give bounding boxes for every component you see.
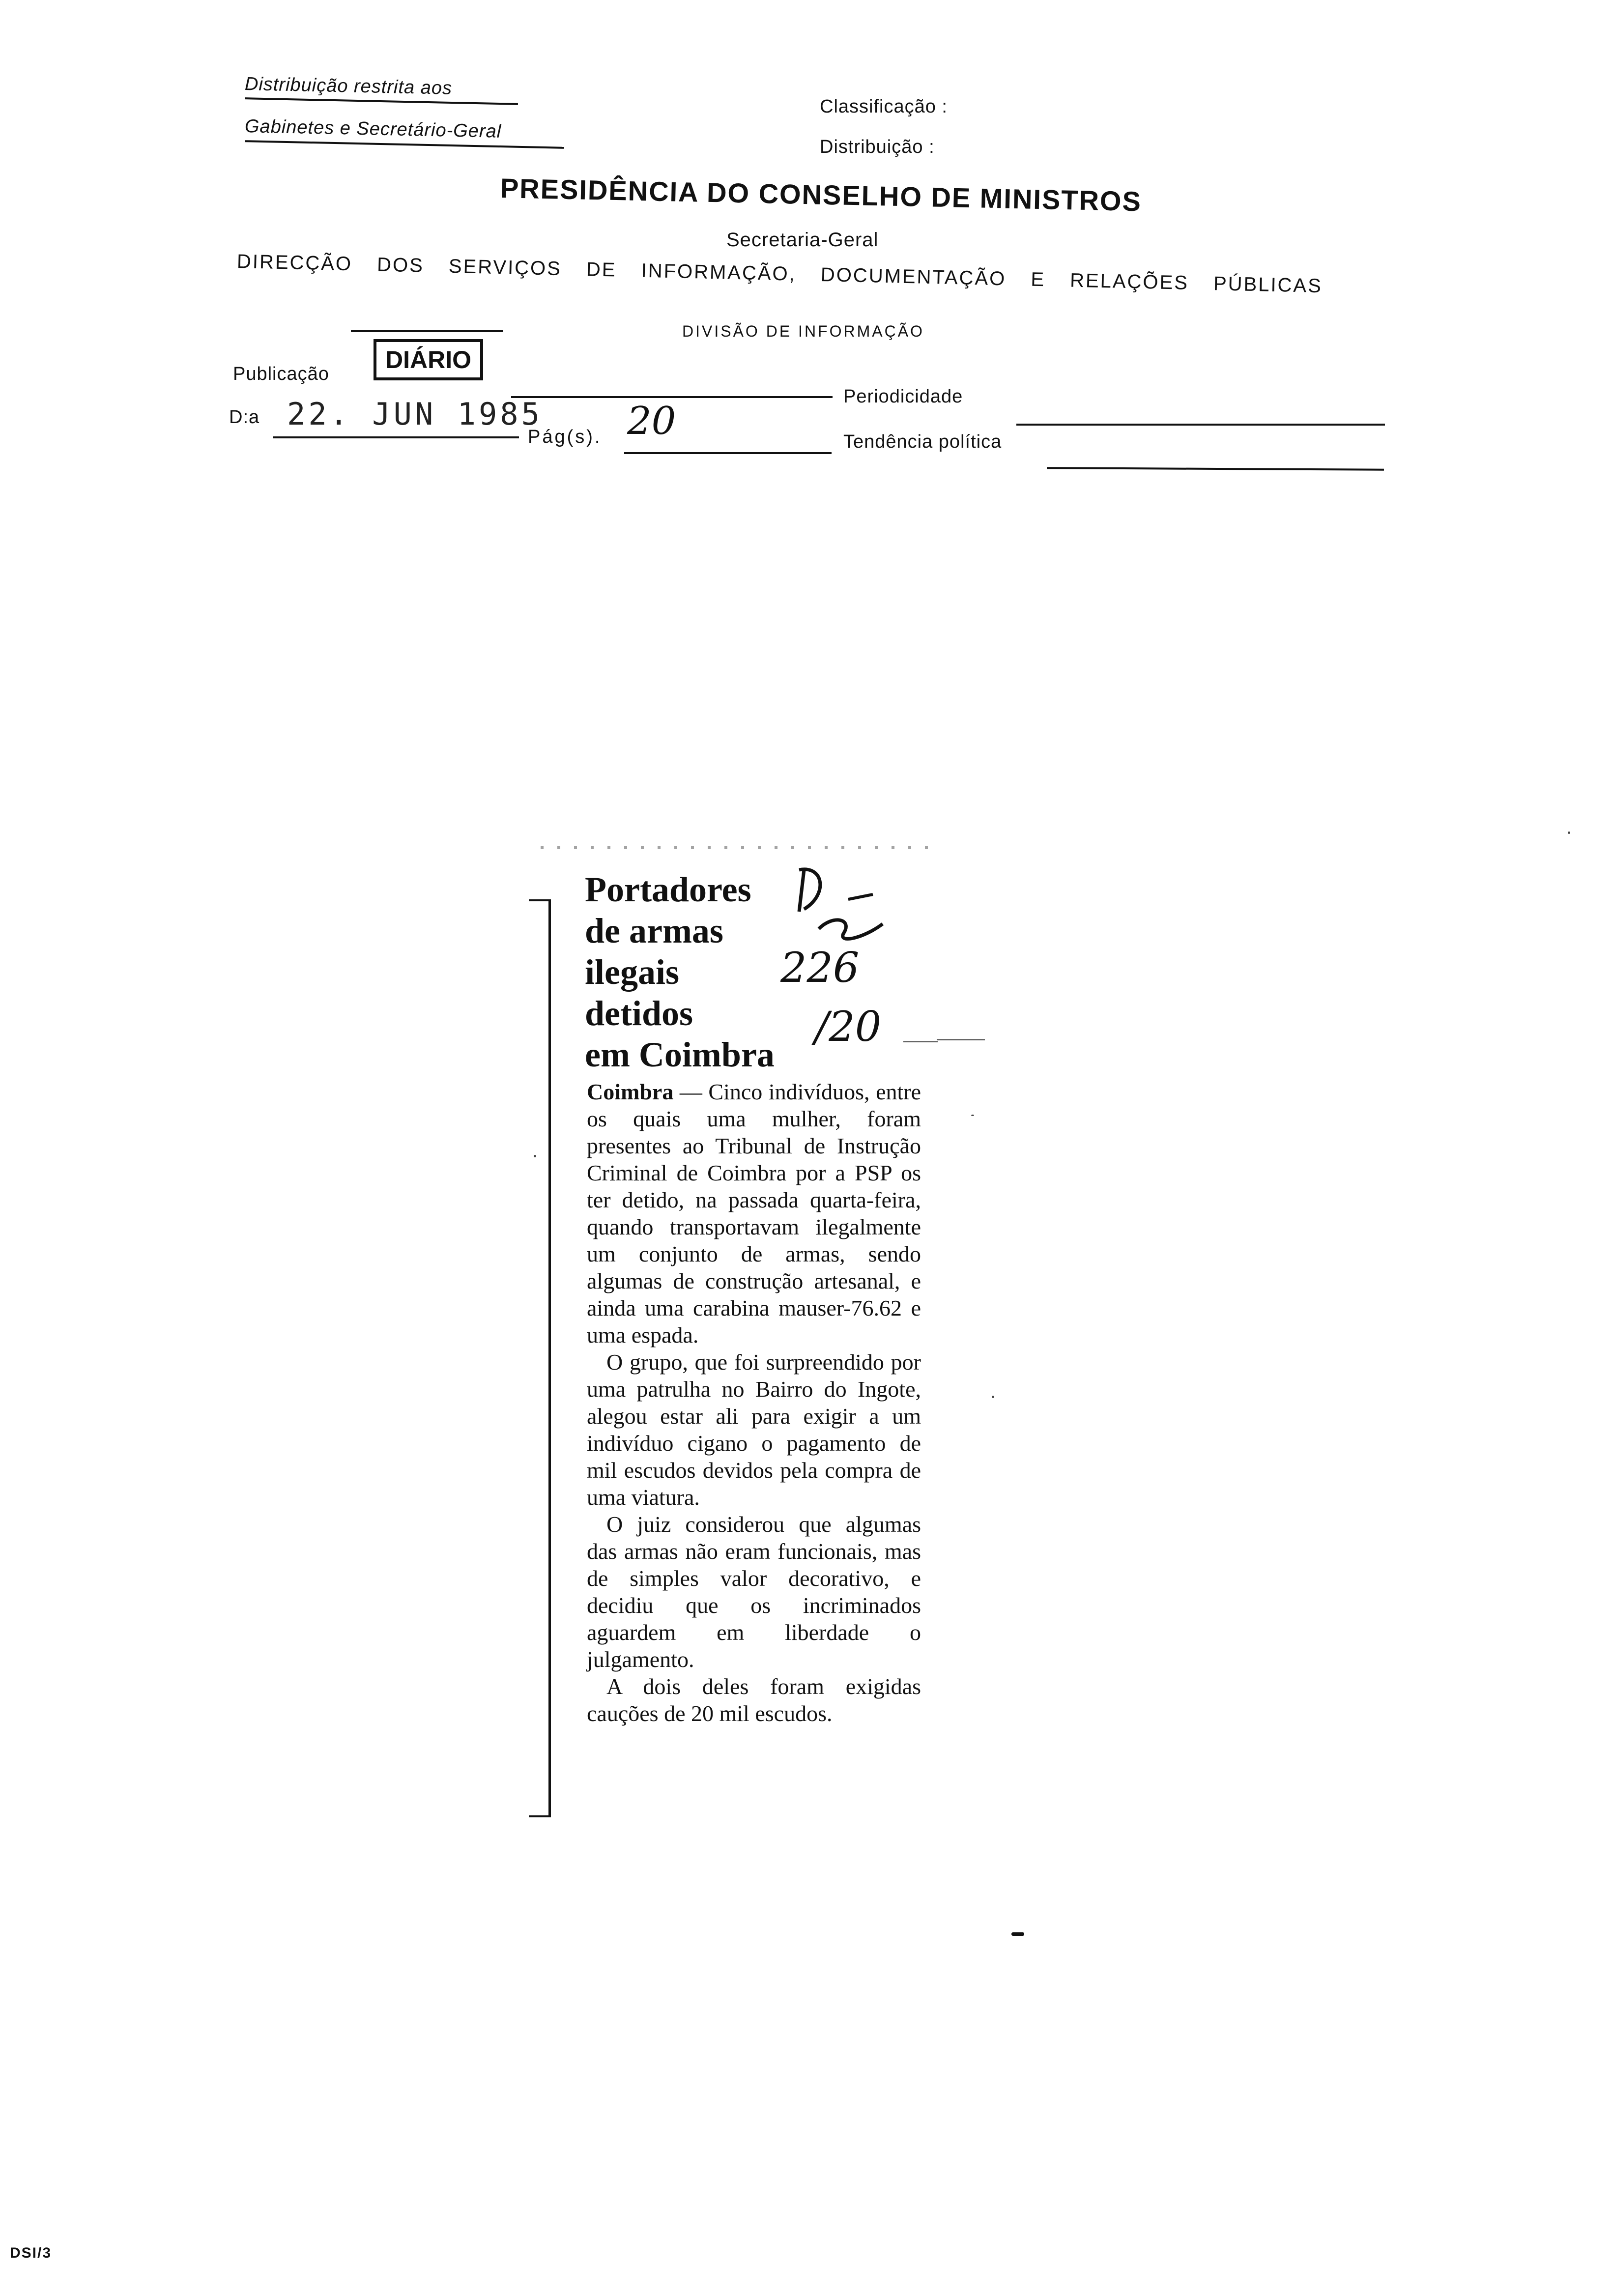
secretaria-label: Secretaria-Geral (726, 229, 879, 251)
hand-dash-2 (937, 1039, 985, 1040)
article-paragraph-3: O juiz considerou que algumas das armas não eram funcionais, mas de simples valor decorativo, e decidiu que os incriminados aguardem em liberdade o julgamento. (587, 1512, 921, 1672)
restricted-line-2 (245, 116, 502, 143)
date-stamp: 22. JUN 1985 (287, 396, 543, 432)
pags-underline (624, 452, 832, 454)
dia-label: D:a (229, 407, 260, 428)
pags-value: 20 (627, 399, 676, 443)
publicacao-underline (511, 396, 833, 398)
pags-label: Pág(s). (528, 427, 602, 447)
clipping-edge-specks (541, 846, 929, 849)
direccao-label: DIRECÇÃO DOS SERVIÇOS DE INFORMAÇÃO, DOCUMENTAÇÃO E RELAÇÕES PÚBLICAS (236, 251, 1323, 297)
restricted-line-1 (245, 74, 453, 99)
restricted-line-1-text: Distribuição restrita aos (244, 74, 453, 99)
article-dateline: Coimbra (587, 1079, 674, 1104)
footer-code: DSI/3 (10, 2245, 52, 2261)
periodicidade-label: Periodicidade (843, 386, 963, 407)
speck (1011, 1932, 1024, 1936)
article-paragraph-1 (587, 1078, 921, 1349)
speck (992, 1396, 994, 1398)
article-headline (585, 869, 775, 1075)
speck (1568, 832, 1570, 834)
headline-line-4: detidos (585, 994, 693, 1033)
tendencia-label: Tendência política (843, 431, 1002, 452)
restricted-underline-1 (245, 97, 518, 105)
divisao-label: DIVISÃO DE INFORMAÇÃO (682, 322, 924, 340)
publicacao-value: DIÁRIO (374, 339, 483, 380)
clipping-bracket (529, 899, 551, 1817)
hand-dash-1 (903, 1041, 938, 1042)
periodicidade-field (1016, 424, 1385, 426)
article-paragraph-4: A dois deles foram exigidas cauções de 20 mil escudos. (587, 1674, 921, 1726)
page-title: PRESIDÊNCIA DO CONSELHO DE MINISTROS (500, 172, 1142, 217)
handwritten-code: 226 (780, 944, 860, 992)
restricted-line-2-text: Gabinetes e Secretário-Geral (244, 116, 502, 142)
article-paragraph-2: O grupo, que foi surpreendido por uma patrulha no Bairro do Ingote, alegou estar ali para exigir a um indivíduo cigano o pagamento de mil escudos devidos pela compra de uma viatura. (587, 1349, 921, 1510)
article-paragraph-1-text: — Cinco indivíduos, entre os quais uma mulher, foram presentes ao Tribunal de Instrução Criminal de Coimbra por a PSP os ter detido, na passada quarta-feira, quando transportavam ilegalmente um conjunto de armas, sendo algumas de construção artesanal, e ainda uma carabina mauser-76.62 e uma espada. (587, 1079, 921, 1348)
distribuicao-label: Distribuição : (820, 137, 935, 157)
headline-line-5: em Coimbra (585, 1035, 775, 1074)
classificacao-label: Classificação : (820, 96, 948, 117)
restricted-underline-2 (245, 140, 564, 149)
headline-line-2: de armas (585, 911, 723, 950)
diario-box-top-rule (351, 330, 503, 332)
speck (971, 1115, 974, 1116)
article-body (587, 1078, 921, 1727)
headline-line-3: ilegais (585, 952, 679, 992)
speck (534, 1155, 536, 1157)
handwritten-page-ref: /20 (815, 1003, 882, 1051)
dia-underline (273, 436, 519, 438)
headline-line-1: Portadores (585, 870, 751, 909)
tendencia-field (1047, 467, 1384, 471)
publicacao-label: Publicação (233, 364, 329, 384)
